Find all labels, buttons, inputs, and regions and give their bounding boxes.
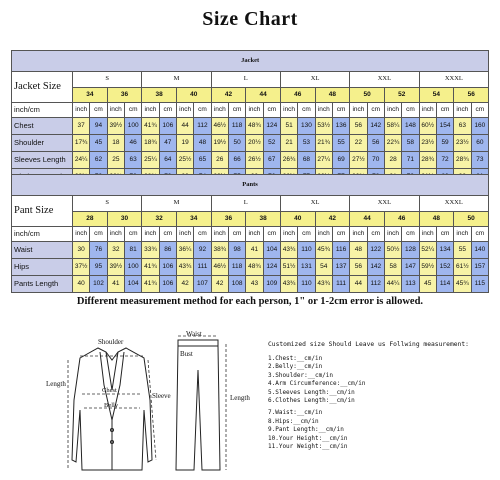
size-number: 46	[384, 212, 419, 227]
value-cell: 45	[90, 135, 107, 152]
chest-label: Chest	[102, 387, 117, 394]
unit-cell: cm	[263, 227, 280, 242]
unit-cell: cm	[332, 103, 349, 118]
value-cell: 112	[367, 276, 384, 293]
value-cell: 118	[228, 118, 245, 135]
value-cell: 98	[228, 242, 245, 259]
value-cell: 114	[436, 276, 453, 293]
value-cell: 63	[124, 152, 141, 169]
value-cell: 95	[90, 259, 107, 276]
bust-label: Bust	[180, 350, 193, 358]
value-cell: 67	[263, 152, 280, 169]
value-cell: 41¾	[142, 259, 159, 276]
value-cell: 56	[350, 118, 367, 135]
unit-cell: inch	[350, 103, 367, 118]
unit-cell: cm	[194, 103, 211, 118]
value-cell: 72	[436, 152, 453, 169]
unit-cell: inch	[419, 227, 436, 242]
value-cell: 46½	[211, 259, 228, 276]
size-number: 38	[142, 88, 177, 103]
shoulder-label: Shoulder	[98, 338, 124, 346]
value-cell: 154	[436, 118, 453, 135]
value-cell: 23½	[454, 135, 471, 152]
value-cell: 26¾	[280, 152, 297, 169]
measurement-item: 4.Arm Circumference:__cm/in	[268, 380, 366, 388]
table-row	[12, 276, 489, 293]
pants-outline-drawing	[160, 330, 260, 475]
measurement-item: 11.Your Weight:__cm/in	[268, 442, 348, 450]
value-cell: 32	[107, 242, 124, 259]
belly-label: Belly	[104, 402, 119, 409]
value-cell: 110	[298, 242, 315, 259]
unit-cell: inch	[246, 227, 263, 242]
value-cell: 55	[332, 135, 349, 152]
measurement-item: 7.Waist:__cm/in	[268, 409, 323, 417]
table-row	[12, 135, 489, 152]
value-cell: 33¾	[142, 242, 159, 259]
value-cell: 20½	[246, 135, 263, 152]
size-number: 28	[73, 212, 108, 227]
size-number: 42	[315, 212, 350, 227]
row-label: Chest	[12, 118, 73, 135]
value-cell: 70	[367, 152, 384, 169]
unit-cell: inch	[246, 103, 263, 118]
value-cell: 44¼	[384, 276, 401, 293]
value-cell: 100	[124, 118, 141, 135]
value-cell: 113	[402, 276, 419, 293]
value-cell: 25	[107, 152, 124, 169]
size-number: 50	[350, 88, 385, 103]
value-cell: 111	[332, 276, 349, 293]
size-number: 52	[384, 88, 419, 103]
value-cell: 71	[402, 152, 419, 169]
value-cell: 18	[107, 135, 124, 152]
value-cell: 30	[73, 242, 90, 259]
waist-label: Waist	[186, 330, 202, 338]
value-cell: 44	[350, 276, 367, 293]
value-cell: 23½	[419, 135, 436, 152]
value-cell: 124	[263, 259, 280, 276]
value-cell: 19½	[211, 135, 228, 152]
unit-cell: inch	[73, 103, 90, 118]
value-cell: 37	[73, 118, 90, 135]
unit-cell: inch	[315, 103, 332, 118]
row-label: Waist	[12, 242, 73, 259]
jacket-size-label: Jacket Size	[12, 72, 73, 103]
value-cell: 157	[471, 259, 488, 276]
value-cell: 92	[194, 242, 211, 259]
size-letter: L	[211, 196, 280, 212]
value-cell: 58	[384, 259, 401, 276]
pants-unit-label: inch/cm	[12, 227, 73, 242]
unit-cell: inch	[280, 227, 297, 242]
value-cell: 22¾	[384, 135, 401, 152]
size-number: 30	[107, 212, 142, 227]
value-cell: 81	[124, 242, 141, 259]
value-cell: 100	[124, 259, 141, 276]
value-cell: 76	[90, 242, 107, 259]
unit-cell: cm	[402, 103, 419, 118]
value-cell: 39½	[107, 259, 124, 276]
value-cell: 28¾	[454, 152, 471, 169]
value-cell: 59½	[419, 259, 436, 276]
jacket-unit-label: inch/cm	[12, 103, 73, 118]
size-number: 42	[211, 88, 246, 103]
value-cell: 61½	[454, 259, 471, 276]
value-cell: 106	[159, 259, 176, 276]
row-label: Hips	[12, 259, 73, 276]
value-cell: 26	[211, 152, 228, 169]
measurement-note: Different measurement method for each person, 1" or 1-2cm error is allowed.	[76, 296, 424, 307]
unit-cell: inch	[384, 227, 401, 242]
value-cell: 52	[263, 135, 280, 152]
value-cell: 41¾	[142, 118, 159, 135]
size-letter: XL	[280, 196, 349, 212]
unit-cell: inch	[211, 227, 228, 242]
value-cell: 147	[402, 259, 419, 276]
table-row	[12, 152, 489, 169]
unit-cell: cm	[159, 103, 176, 118]
value-cell: 62	[90, 152, 107, 169]
value-cell: 54	[315, 259, 332, 276]
custom-measurement-list	[268, 341, 498, 451]
value-cell: 43¾	[315, 276, 332, 293]
size-letter: M	[142, 72, 211, 88]
value-cell: 137	[332, 259, 349, 276]
unit-cell: cm	[90, 103, 107, 118]
value-cell: 18¾	[142, 135, 159, 152]
value-cell: 39½	[107, 118, 124, 135]
length-label: Length	[46, 380, 66, 388]
value-cell: 47	[159, 135, 176, 152]
size-number: 56	[454, 88, 489, 103]
value-cell: 17¾	[73, 135, 90, 152]
unit-cell: inch	[315, 227, 332, 242]
value-cell: 43¾	[280, 242, 297, 259]
value-cell: 142	[367, 118, 384, 135]
unit-cell: inch	[107, 227, 124, 242]
value-cell: 58¼	[384, 118, 401, 135]
value-cell: 134	[436, 242, 453, 259]
unit-cell: inch	[107, 103, 124, 118]
value-cell: 124	[263, 118, 280, 135]
measurement-item: 10.Your Height:__cm/in	[268, 434, 348, 442]
unit-cell: cm	[124, 103, 141, 118]
value-cell: 48¾	[246, 259, 263, 276]
value-cell: 160	[471, 118, 489, 135]
value-cell: 41	[246, 242, 263, 259]
unit-cell: cm	[471, 103, 489, 118]
value-cell: 45¾	[315, 242, 332, 259]
value-cell: 46	[124, 135, 141, 152]
value-cell: 116	[332, 242, 349, 259]
unit-cell: inch	[176, 227, 193, 242]
value-cell: 152	[436, 259, 453, 276]
value-cell: 43¾	[280, 276, 297, 293]
unit-cell: inch	[454, 103, 471, 118]
size-letter: XXL	[350, 196, 419, 212]
value-cell: 60½	[419, 118, 436, 135]
size-number: 32	[142, 212, 177, 227]
size-number: 50	[454, 212, 489, 227]
value-cell: 69	[332, 152, 349, 169]
value-cell: 27½	[350, 152, 367, 169]
value-cell: 28	[384, 152, 401, 169]
unit-cell: cm	[436, 227, 453, 242]
value-cell: 58	[402, 135, 419, 152]
size-letter: XXL	[350, 72, 419, 88]
value-cell: 102	[90, 276, 107, 293]
value-cell: 55	[454, 242, 471, 259]
value-cell: 94	[90, 118, 107, 135]
value-cell: 43	[246, 276, 263, 293]
value-cell: 86	[159, 242, 176, 259]
value-cell: 25½	[176, 152, 193, 169]
unit-cell: cm	[471, 227, 488, 242]
value-cell: 142	[367, 259, 384, 276]
unit-cell: cm	[228, 227, 245, 242]
value-cell: 106	[159, 276, 176, 293]
value-cell: 60	[471, 135, 489, 152]
size-letter: XL	[280, 72, 349, 88]
size-number: 40	[176, 88, 211, 103]
value-cell: 56	[367, 135, 384, 152]
size-letter: S	[73, 196, 142, 212]
size-letter: XXXL	[419, 72, 489, 88]
size-letter: XXXL	[419, 196, 488, 212]
pants-sketch	[160, 330, 260, 475]
value-cell: 36¼	[176, 242, 193, 259]
jacket-size-table	[11, 50, 489, 186]
value-cell: 130	[298, 118, 315, 135]
jacket-sketch	[40, 330, 180, 475]
size-number: 36	[107, 88, 142, 103]
value-cell: 46½	[211, 118, 228, 135]
size-number: 44	[246, 88, 281, 103]
unit-cell: inch	[211, 103, 228, 118]
unit-cell: inch	[142, 227, 159, 242]
value-cell: 24¼	[73, 152, 90, 169]
value-cell: 41	[107, 276, 124, 293]
value-cell: 50	[228, 135, 245, 152]
size-letter: M	[142, 196, 211, 212]
value-cell: 64	[159, 152, 176, 169]
value-cell: 51½	[280, 259, 297, 276]
value-cell: 118	[228, 259, 245, 276]
size-number: 54	[419, 88, 454, 103]
unit-cell: cm	[298, 227, 315, 242]
value-cell: 73	[471, 152, 489, 169]
sleeve-label: Sleeve	[152, 392, 171, 400]
value-cell: 59	[436, 135, 453, 152]
custom-measurement-header: Customized size Should Leave us Follwing measurement:	[268, 341, 469, 348]
size-number: 44	[350, 212, 385, 227]
unit-cell: cm	[90, 227, 107, 242]
measurement-item: 3.Shoulder:__cm/in	[268, 371, 334, 379]
value-cell: 50½	[384, 242, 401, 259]
value-cell: 41¾	[142, 276, 159, 293]
measurement-item: 1.Chest:__cm/in	[268, 355, 323, 362]
unit-cell: inch	[280, 103, 297, 118]
jacket-section-title: Jacket	[12, 51, 489, 72]
value-cell: 48	[350, 242, 367, 259]
page-title: Size Chart	[202, 8, 298, 30]
unit-cell: cm	[436, 103, 453, 118]
table-row	[12, 242, 489, 259]
size-number: 48	[419, 212, 454, 227]
size-number: 34	[176, 212, 211, 227]
size-number: 48	[315, 88, 350, 103]
measurement-item: 8.Hips:__cm/in	[268, 417, 319, 425]
value-cell: 56	[350, 259, 367, 276]
value-cell: 42	[211, 276, 228, 293]
unit-cell: cm	[263, 103, 280, 118]
unit-cell: inch	[73, 227, 90, 242]
unit-cell: inch	[384, 103, 401, 118]
value-cell: 65	[194, 152, 211, 169]
size-number: 36	[211, 212, 246, 227]
value-cell: 63	[454, 118, 471, 135]
unit-cell: cm	[367, 227, 384, 242]
size-number: 46	[280, 88, 315, 103]
pants-section-title: Pants	[12, 175, 489, 196]
unit-cell: inch	[142, 103, 159, 118]
value-cell: 107	[194, 276, 211, 293]
value-cell: 53	[298, 135, 315, 152]
value-cell: 27¼	[315, 152, 332, 169]
value-cell: 68	[298, 152, 315, 169]
value-cell: 26½	[246, 152, 263, 169]
value-cell: 45¾	[454, 276, 471, 293]
value-cell: 38¾	[211, 242, 228, 259]
value-cell: 42	[176, 276, 193, 293]
row-label: Pants Length	[12, 276, 73, 293]
value-cell: 128	[402, 242, 419, 259]
value-cell: 22	[350, 135, 367, 152]
measurement-item: 6.Clothes Length:__cm/in	[268, 396, 355, 404]
value-cell: 43¾	[176, 259, 193, 276]
measurement-item: 2.Belly:__cm/in	[268, 363, 323, 371]
value-cell: 21	[280, 135, 297, 152]
value-cell: 136	[332, 118, 349, 135]
value-cell: 112	[194, 118, 211, 135]
table-row	[12, 118, 489, 135]
unit-cell: cm	[124, 227, 141, 242]
value-cell: 104	[263, 242, 280, 259]
value-cell: 48¾	[246, 118, 263, 135]
unit-cell: cm	[367, 103, 384, 118]
value-cell: 115	[471, 276, 488, 293]
unit-cell: cm	[194, 227, 211, 242]
unit-cell: cm	[332, 227, 349, 242]
value-cell: 28¾	[419, 152, 436, 169]
unit-cell: cm	[402, 227, 419, 242]
pants-size-label: Pant Size	[12, 196, 73, 227]
value-cell: 122	[367, 242, 384, 259]
unit-cell: inch	[454, 227, 471, 242]
row-label: Shoulder	[12, 135, 73, 152]
value-cell: 51	[280, 118, 297, 135]
value-cell: 140	[471, 242, 488, 259]
size-number: 34	[73, 88, 108, 103]
pants-size-table	[11, 174, 489, 293]
value-cell: 111	[194, 259, 211, 276]
value-cell: 104	[124, 276, 141, 293]
unit-cell: inch	[176, 103, 193, 118]
unit-cell: inch	[350, 227, 367, 242]
size-number: 38	[246, 212, 281, 227]
measurement-item: 9.Pant Length:__cm/in	[268, 426, 344, 434]
value-cell: 48	[194, 135, 211, 152]
value-cell: 21¾	[315, 135, 332, 152]
value-cell: 19	[176, 135, 193, 152]
value-cell: 109	[263, 276, 280, 293]
unit-cell: cm	[298, 103, 315, 118]
value-cell: 37½	[73, 259, 90, 276]
unit-cell: cm	[228, 103, 245, 118]
unit-cell: cm	[159, 227, 176, 242]
size-letter: S	[73, 72, 142, 88]
size-letter: L	[211, 72, 280, 88]
value-cell: 110	[298, 276, 315, 293]
value-cell: 44	[176, 118, 193, 135]
size-number: 40	[280, 212, 315, 227]
value-cell: 108	[228, 276, 245, 293]
value-cell: 66	[228, 152, 245, 169]
table-row	[12, 259, 489, 276]
value-cell: 131	[298, 259, 315, 276]
value-cell: 52¼	[419, 242, 436, 259]
value-cell: 53½	[315, 118, 332, 135]
value-cell: 148	[402, 118, 419, 135]
value-cell: 25¼	[142, 152, 159, 169]
value-cell: 106	[159, 118, 176, 135]
measurement-item: 5.Sleeves Length:__cm/in	[268, 388, 355, 396]
value-cell: 40	[73, 276, 90, 293]
pants-length-label: Length	[230, 394, 250, 402]
row-label: Sleeves Length	[12, 152, 73, 169]
unit-cell: inch	[419, 103, 436, 118]
value-cell: 45	[419, 276, 436, 293]
